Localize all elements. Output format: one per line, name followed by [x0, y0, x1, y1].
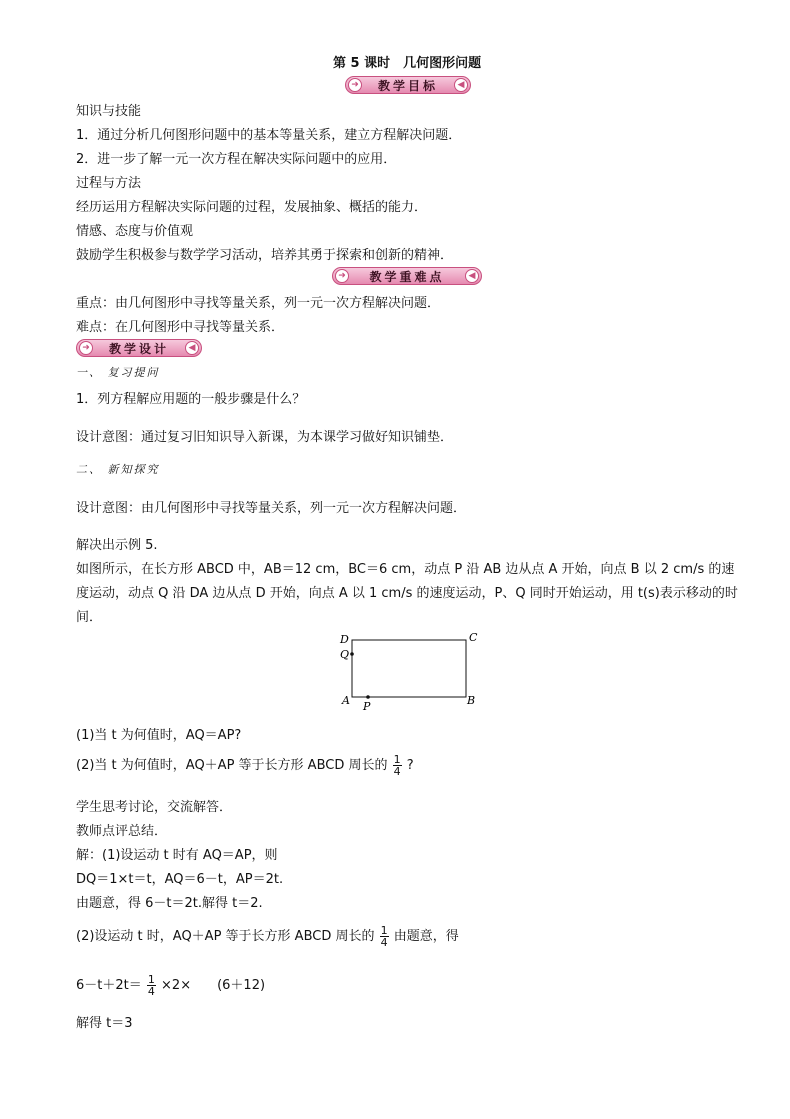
- label-d: D: [340, 633, 349, 646]
- solution-2-equation: [76, 974, 265, 997]
- attitude-text: 鼓励学生积极参与数学学习活动，培养其勇于探索和创新的精神．: [76, 248, 454, 263]
- label-p: P: [363, 700, 371, 713]
- arrow-left-icon: ◀: [185, 341, 199, 355]
- question-part-2-text: (2)当 t 为何值时，AQ＋AP 等于长方形 ABCD 周长的: [76, 758, 388, 773]
- rectangle-figure: [330, 628, 490, 716]
- section-review: 一、 复习提问: [76, 366, 160, 379]
- process-text: 经历运用方程解决实际问题的过程，发展抽象、概括的能力．: [76, 200, 428, 215]
- process-heading: 过程与方法: [76, 176, 142, 191]
- problem-line-3: 间．: [76, 610, 103, 625]
- fraction-one-quarter: [380, 925, 389, 948]
- point-q: [350, 652, 354, 656]
- discussion-line: 学生思考讨论，交流解答．: [76, 800, 233, 815]
- key-point-difficulty: 难点：在几何图形中寻找等量关系．: [76, 320, 285, 335]
- objective-item-1: 1．通过分析几何图形问题中的基本等量关系，建立方程解决问题．: [76, 128, 462, 143]
- objective-item-2: 2．进一步了解一元一次方程在解决实际问题中的应用．: [76, 152, 397, 167]
- fraction-numerator: 1: [393, 753, 401, 766]
- final-answer: 解得 t＝3: [76, 1016, 133, 1031]
- badge-label: 教学重难点: [369, 269, 445, 284]
- badge-key-points: [332, 267, 482, 285]
- fraction-numerator: 1: [380, 924, 388, 937]
- solution-1-line-3: 由题意，得 6－t＝2t.解得 t＝2.: [76, 896, 263, 911]
- badge-teaching-design: [76, 339, 202, 357]
- equation-right: ×2× (6＋12): [161, 978, 266, 993]
- example-intro: 解决出示例 5.: [76, 538, 158, 553]
- design-intent-1: 设计意图：通过复习旧知识导入新课，为本课学习做好知识铺垫．: [76, 430, 454, 445]
- summary-line: 教师点评总结．: [76, 824, 168, 839]
- label-q: Q: [340, 648, 350, 661]
- solution-1-line-1: 解：(1)设运动 t 时有 AQ＝AP，则: [76, 848, 278, 863]
- attitude-heading: 情感、态度与价值观: [76, 224, 194, 239]
- badge-label: 教学目标: [377, 78, 438, 93]
- fraction-denominator: 4: [393, 765, 401, 778]
- key-point-focus: 重点：由几何图形中寻找等量关系，列一元一次方程解决问题．: [76, 296, 441, 311]
- section-new-knowledge: 二、 新知探究: [76, 463, 160, 476]
- solution-2-text: (2)设运动 t 时，AQ＋AP 等于长方形 ABCD 周长的: [76, 929, 375, 944]
- arrow-left-icon: ◀: [465, 269, 479, 283]
- fraction-one-quarter: [147, 974, 156, 997]
- fraction-one-quarter: [393, 754, 402, 777]
- question-part-2: [76, 754, 414, 777]
- page-title: 第 5 课时 几何图形问题: [333, 56, 482, 71]
- solution-2-line-1: [76, 925, 459, 948]
- fraction-numerator: 1: [147, 973, 155, 986]
- label-c: C: [469, 631, 478, 644]
- design-intent-2: 设计意图：由几何图形中寻找等量关系，列一元一次方程解决问题．: [76, 501, 467, 516]
- rectangle-abcd: [352, 640, 466, 697]
- fraction-denominator: 4: [380, 936, 388, 949]
- arrow-left-icon: ◀: [454, 78, 468, 92]
- equation-left: 6－t＋2t＝: [76, 978, 142, 993]
- label-a: A: [342, 694, 350, 707]
- question-part-1: (1)当 t 为何值时，AQ＝AP?: [76, 728, 242, 743]
- solution-1-line-2: DQ＝1×t＝t，AQ＝6－t，AP＝2t.: [76, 872, 284, 887]
- arrow-right-icon: ➜: [335, 269, 349, 283]
- solution-2-text-end: 由题意，得: [393, 929, 459, 944]
- badge-label: 教学设计: [108, 341, 169, 356]
- point-p: [366, 695, 370, 699]
- arrow-right-icon: ➜: [79, 341, 93, 355]
- label-b: B: [467, 694, 476, 707]
- review-question-1: 1．列方程解应用题的一般步骤是什么？: [76, 392, 306, 407]
- knowledge-heading: 知识与技能: [76, 104, 142, 119]
- problem-line-2: 度运动，动点 Q 沿 DA 边从点 D 开始，向点 A 以 1 cm/s 的速度运动，P、Q 同时开始运动，用 t(s)表示移动的时: [76, 586, 738, 601]
- badge-teaching-objectives: [345, 76, 471, 94]
- arrow-right-icon: ➜: [348, 78, 362, 92]
- fraction-denominator: 4: [147, 985, 155, 998]
- problem-line-1: 如图所示，在长方形 ABCD 中，AB＝12 cm，BC＝6 cm，动点 P 沿 AB 边从点 A 开始，向点 B 以 2 cm/s 的速: [76, 562, 735, 577]
- question-part-2-mark: ?: [406, 758, 414, 773]
